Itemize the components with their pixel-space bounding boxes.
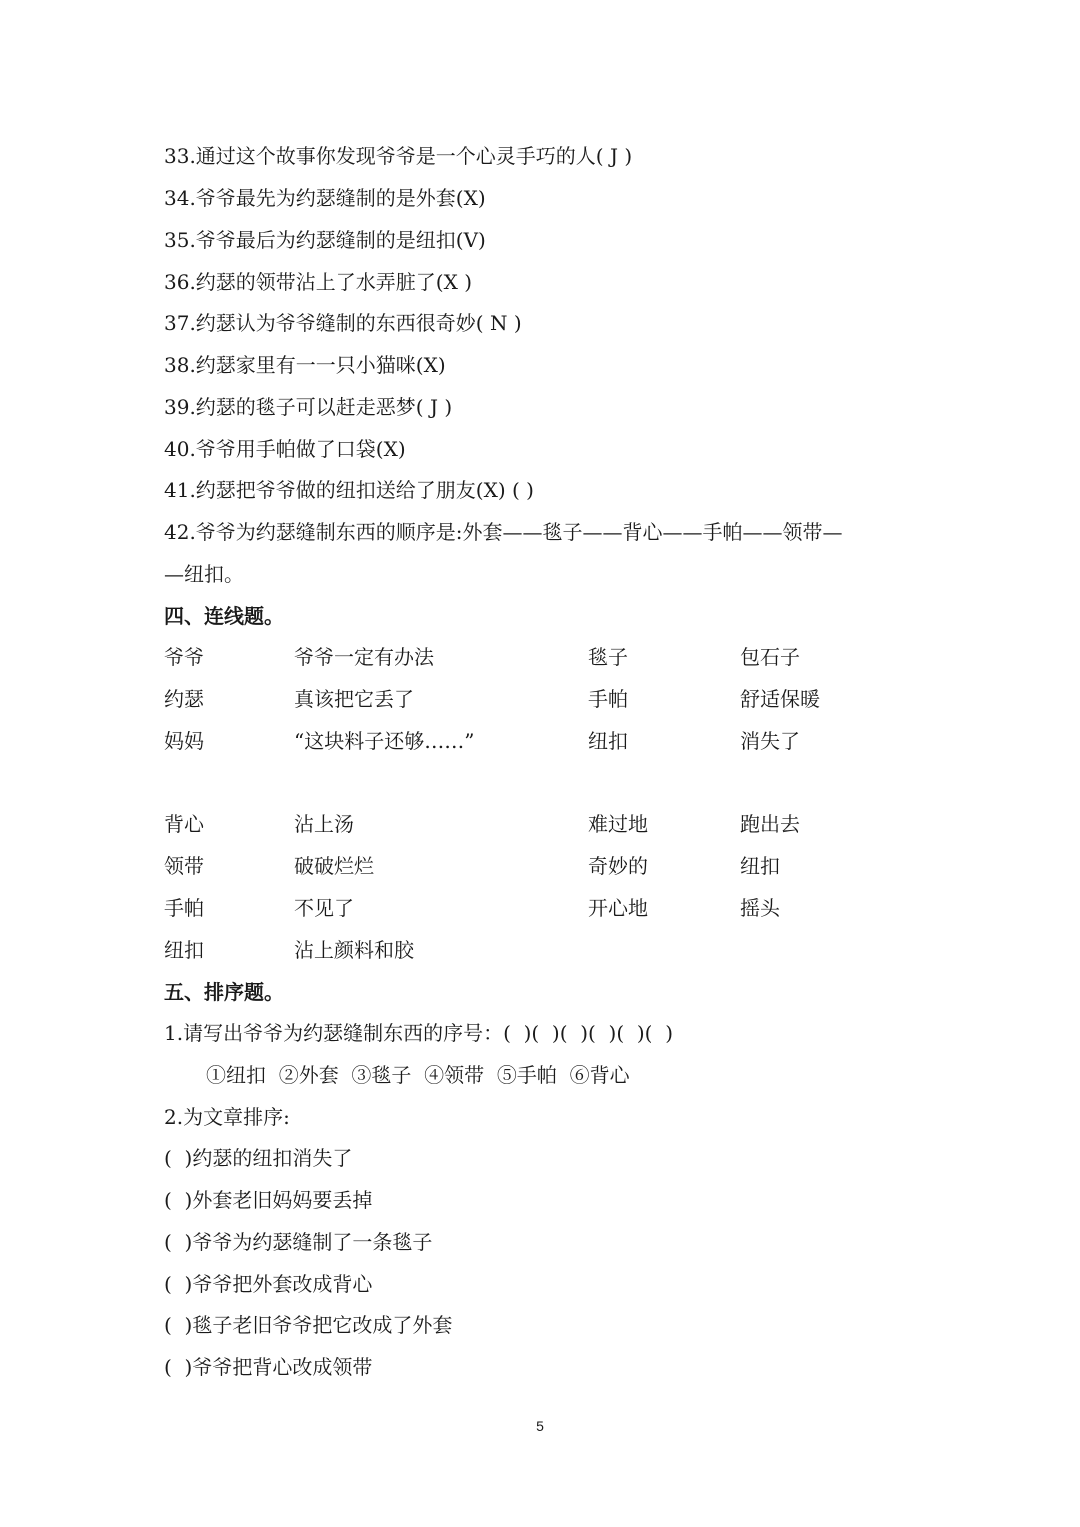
question-37: 37.约瑟认为爷爷缝制的东西很奇妙( N ): [164, 311, 522, 335]
match-item: 爷爷一定有办法: [294, 645, 434, 669]
sorting-item: ( )约瑟的纽扣消失了: [164, 1146, 353, 1170]
question-39: 39.约瑟的毯子可以赶走恶梦( J ): [164, 395, 453, 419]
section-5-heading: 五、排序题。: [164, 980, 284, 1004]
question-40: 40.爷爷用手帕做了口袋(X): [164, 437, 406, 461]
match-item: 包石子: [740, 645, 800, 669]
sorting-options: ①纽扣 ②外套 ③毯子 ④领带 ⑤手帕 ⑥背心: [206, 1063, 630, 1087]
match-item: 沾上汤: [294, 812, 354, 836]
question-42: 42.爷爷为约瑟缝制东西的顺序是:外套——毯子——背心——手帕——领带—: [164, 520, 843, 544]
sorting-item: ( )爷爷把外套改成背心: [164, 1272, 373, 1296]
sorting-item: ( )毯子老旧爷爷把它改成了外套: [164, 1313, 453, 1337]
match-item: 开心地: [588, 896, 648, 920]
match-item: 爷爷: [164, 645, 204, 669]
question-33: 33.通过这个故事你发现爷爷是一个心灵手巧的人( J ): [164, 144, 633, 168]
sorting-question-2: 2.为文章排序:: [164, 1105, 290, 1129]
match-item: 手帕: [588, 687, 628, 711]
match-item: 不见了: [294, 896, 354, 920]
question-41: 41.约瑟把爷爷做的纽扣送给了朋友(X) ( ): [164, 478, 534, 502]
match-item: 摇头: [740, 896, 780, 920]
match-item: 跑出去: [740, 812, 800, 836]
sorting-question-1: 1.请写出爷爷为约瑟缝制东西的序号：( )( )( )( )( )( ): [164, 1021, 674, 1045]
match-item: 纽扣: [740, 854, 780, 878]
match-item: 奇妙的: [588, 854, 648, 878]
question-38: 38.约瑟家里有一一只小猫咪(X): [164, 353, 446, 377]
match-item: 妈妈: [164, 729, 204, 753]
sorting-item: ( )爷爷为约瑟缝制了一条毯子: [164, 1230, 433, 1254]
match-item: 纽扣: [588, 729, 628, 753]
section-4-heading: 四、连线题。: [164, 604, 284, 628]
sorting-item: ( )爷爷把背心改成领带: [164, 1355, 373, 1379]
match-item: 消失了: [740, 729, 800, 753]
match-item: 约瑟: [164, 687, 204, 711]
question-42-continued: —纽扣。: [164, 562, 244, 586]
page-number: 5: [536, 1418, 544, 1434]
match-item: 沾上颜料和胶: [294, 938, 414, 962]
match-item: 背心: [164, 812, 204, 836]
match-item: 破破烂烂: [294, 854, 374, 878]
match-item: 领带: [164, 854, 204, 878]
question-34: 34.爷爷最先为约瑟缝制的是外套(X): [164, 186, 486, 210]
question-35: 35.爷爷最后为约瑟缝制的是纽扣(V): [164, 228, 486, 252]
match-item: 手帕: [164, 896, 204, 920]
question-36: 36.约瑟的领带沾上了水弄脏了(X ): [164, 270, 473, 294]
match-item: 舒适保暖: [740, 687, 820, 711]
match-item: 真该把它丢了: [294, 687, 414, 711]
match-item: “这块料子还够……”: [294, 729, 475, 753]
match-item: 难过地: [588, 812, 648, 836]
sorting-item: ( )外套老旧妈妈要丢掉: [164, 1188, 373, 1212]
match-item: 毯子: [588, 645, 628, 669]
match-item: 纽扣: [164, 938, 204, 962]
